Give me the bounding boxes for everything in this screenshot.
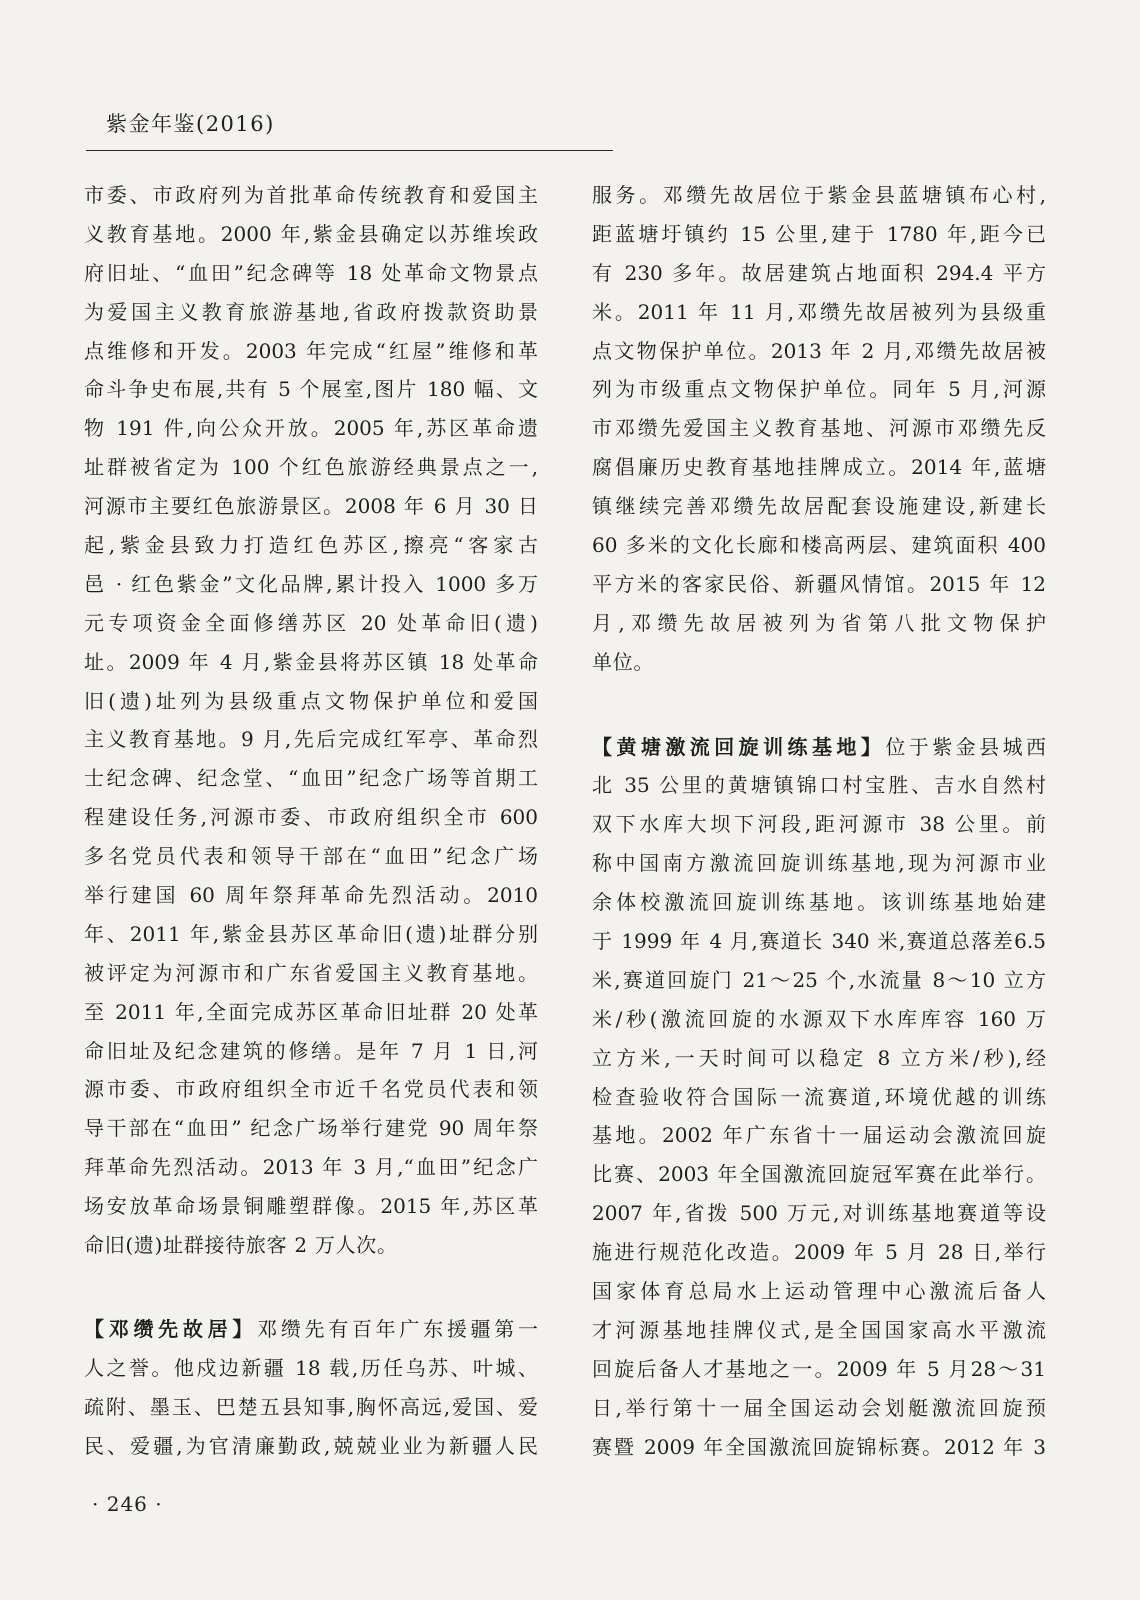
text-line: 拜革命先烈活动。2013 年 3 月,“血田”纪念广 — [84, 1155, 538, 1180]
text-line: 于 1999 年 4 月,赛道长 340 米,赛道总落差6.5 — [592, 929, 1046, 954]
text-line: 义教育基地。2000 年,紫金县确定以苏维埃政 — [84, 221, 538, 246]
text-line: 命旧(遗)址群接待旅客 2 万人次。 — [84, 1233, 398, 1258]
text-line: 国家体育总局水上运动管理中心激流后备人 — [592, 1279, 1046, 1304]
text-line: 河源市主要红色旅游景区。2008 年 6 月 30 日 — [84, 494, 538, 519]
text-line: 称中国南方激流回旋训练基地,现为河源市业 — [592, 851, 1046, 876]
text-line: 程建设任务,河源市委、市政府组织全市 600 — [84, 805, 538, 830]
text-line: 年、2011 年,紫金县苏区革命旧(遗)址群分别 — [84, 921, 538, 946]
text-line: 基地。2002 年广东省十一届运动会激流回旋 — [592, 1123, 1046, 1148]
text-line: 疏附、墨玉、巴楚五县知事,胸怀高远,爱国、爱 — [84, 1394, 538, 1419]
section-heading-deng-zuanxian-residence: 【邓缵先故居】 — [84, 1316, 258, 1341]
text-line: 起,紫金县致力打造红色苏区,擦亮“客家古 — [84, 533, 538, 558]
text-line: 米/秒(激流回旋的水源双下水库库容 160 万 — [592, 1006, 1046, 1031]
text-line: 场安放革命场景铜雕塑群像。2015 年,苏区革 — [84, 1194, 538, 1219]
text-line: 立方米,一天时间可以稳定 8 立方米/秒),经 — [592, 1045, 1046, 1070]
text-line: 源市委、市政府组织全市近千名党员代表和领 — [84, 1077, 538, 1102]
text-line: 命斗争史布展,共有 5 个展室,图片 180 幅、文 — [84, 377, 538, 402]
text-line: 点维修和开发。2003 年完成“红屋”维修和革 — [84, 338, 538, 363]
section-lead-text: 邓缵先有百年广东援疆第一 — [257, 1316, 539, 1341]
text-line: 市邓缵先爱国主义教育基地、河源市邓缵先反 — [592, 416, 1046, 441]
text-line: 导干部在“血田” 纪念广场举行建党 90 周年祭 — [84, 1116, 538, 1141]
text-line: 月,邓缵先故居被列为省第八批文物保护 — [592, 610, 1046, 635]
text-line: 邑 · 红色紫金”文化品牌,累计投入 1000 多万 — [84, 571, 538, 596]
text-line: 镇继续完善邓缵先故居配套设施建设,新建长 — [592, 494, 1046, 519]
section-gap — [84, 1265, 538, 1310]
text-line: 市委、市政府列为首批革命传统教育和爱国主 — [84, 183, 538, 207]
revolutionary-sites-paragraph — [84, 176, 538, 1226]
text-line: 比赛、2003 年全国激流回旋冠军赛在此举行。 — [592, 1162, 1046, 1187]
text-line: 双下水库大坝下河段,距河源市 38 公里。前 — [592, 812, 1046, 837]
section-lead-text: 位于紫金县城西 — [885, 734, 1047, 759]
text-line: 施进行规范化改造。2009 年 5 月 28 日,举行 — [592, 1240, 1046, 1265]
text-line: 为爱国主义教育旅游基地,省政府拨款资助景 — [84, 299, 538, 324]
text-line: 旧(遗)址列为县级重点文物保护单位和爱国 — [84, 688, 538, 713]
text-line: 余体校激流回旋训练基地。该训练基地始建 — [592, 890, 1046, 915]
header-rule — [86, 150, 613, 151]
page-number: · 246 · — [92, 1492, 163, 1516]
text-line: 距蓝塘圩镇约 15 公里,建于 1780 年,距今已 — [592, 221, 1046, 246]
text-line: 列为市级重点文物保护单位。同年 5 月,河源 — [592, 377, 1046, 402]
text-line: 址群被省定为 100 个红色旅游经典景点之一, — [84, 455, 538, 480]
text-line: 点文物保护单位。2013 年 2 月,邓缵先故居被 — [592, 338, 1046, 363]
text-line: 2007 年,省拨 500 万元,对训练基地赛道等设 — [592, 1201, 1046, 1226]
left-column — [84, 176, 538, 1466]
text-line: 服务。邓缵先故居位于紫金县蓝塘镇布心村, — [592, 183, 1046, 207]
text-line: 60 多米的文化长廊和楼高两层、建筑面积 400 — [592, 533, 1046, 558]
text-line: 赛暨 2009 年全国激流回旋锦标赛。2012 年 3 — [592, 1434, 1046, 1459]
text-line: 平方米的客家民俗、新疆风情馆。2015 年 12 — [592, 571, 1046, 596]
huangtang-slalom-base-paragraph — [592, 766, 1046, 1466]
text-line: 命旧址及纪念建筑的修缮。是年 7 月 1 日,河 — [84, 1038, 538, 1063]
text-line: 府旧址、“血田”纪念碑等 18 处革命文物景点 — [84, 260, 538, 285]
text-line: 回旋后备人才基地之一。2009 年 5 月28～31 — [592, 1356, 1046, 1381]
text-line: 址。2009 年 4 月,紫金县将苏区镇 18 处革命 — [84, 649, 538, 674]
running-head: 紫金年鉴(2016) — [106, 112, 275, 136]
text-line: 民、爱疆,为官清廉勤政,兢兢业业为新疆人民 — [84, 1433, 538, 1458]
text-line: 北 35 公里的黄塘镇锦口村宝胜、吉水自然村 — [592, 773, 1046, 798]
text-line: 检查验收符合国际一流赛道,环境优越的训练 — [592, 1084, 1046, 1109]
text-line: 多名党员代表和领导干部在“血田”纪念广场 — [84, 844, 538, 869]
text-line: 被评定为河源市和广东省爱国主义教育基地。 — [84, 960, 538, 985]
text-line: 人之誉。他戍边新疆 18 载,历任乌苏、叶城、 — [84, 1355, 538, 1380]
text-line: 米,赛道回旋门 21～25 个,水流量 8～10 立方 — [592, 967, 1046, 992]
text-line: 有 230 多年。故居建筑占地面积 294.4 平方 — [592, 260, 1046, 285]
text-line: 日,举行第十一届全国运动会划艇激流回旋预 — [592, 1395, 1046, 1420]
text-line: 主义教育基地。9 月,先后完成红军亭、革命烈 — [84, 727, 538, 752]
text-line: 至 2011 年,全面完成苏区革命旧址群 20 处革 — [84, 999, 538, 1024]
text-line: 举行建国 60 周年祭拜革命先烈活动。2010 — [84, 883, 538, 908]
text-line: 才河源基地挂牌仪式,是全国国家高水平激流 — [592, 1317, 1046, 1342]
text-line: 元专项资金全面修缮苏区 20 处革命旧(遗) — [84, 610, 538, 635]
text-line: 单位。 — [592, 649, 655, 674]
deng-zuanxian-residence-continued-paragraph — [592, 176, 1046, 643]
deng-zuanxian-residence-paragraph — [84, 1349, 538, 1466]
section-first-line — [84, 1310, 538, 1349]
text-line: 米。2011 年 11 月,邓缵先故居被列为县级重 — [592, 299, 1046, 324]
text-line: 腐倡廉历史教育基地挂牌成立。2014 年,蓝塘 — [592, 455, 1046, 480]
right-column — [592, 176, 1046, 1467]
section-heading-huangtang-slalom-base: 【黄塘激流回旋训练基地】 — [592, 734, 886, 759]
text-line: 士纪念碑、纪念堂、“血田”纪念广场等首期工 — [84, 766, 538, 791]
section-first-line — [592, 728, 1046, 767]
section-gap — [592, 682, 1046, 728]
text-line: 物 191 件,向公众开放。2005 年,苏区革命遗 — [84, 416, 538, 441]
